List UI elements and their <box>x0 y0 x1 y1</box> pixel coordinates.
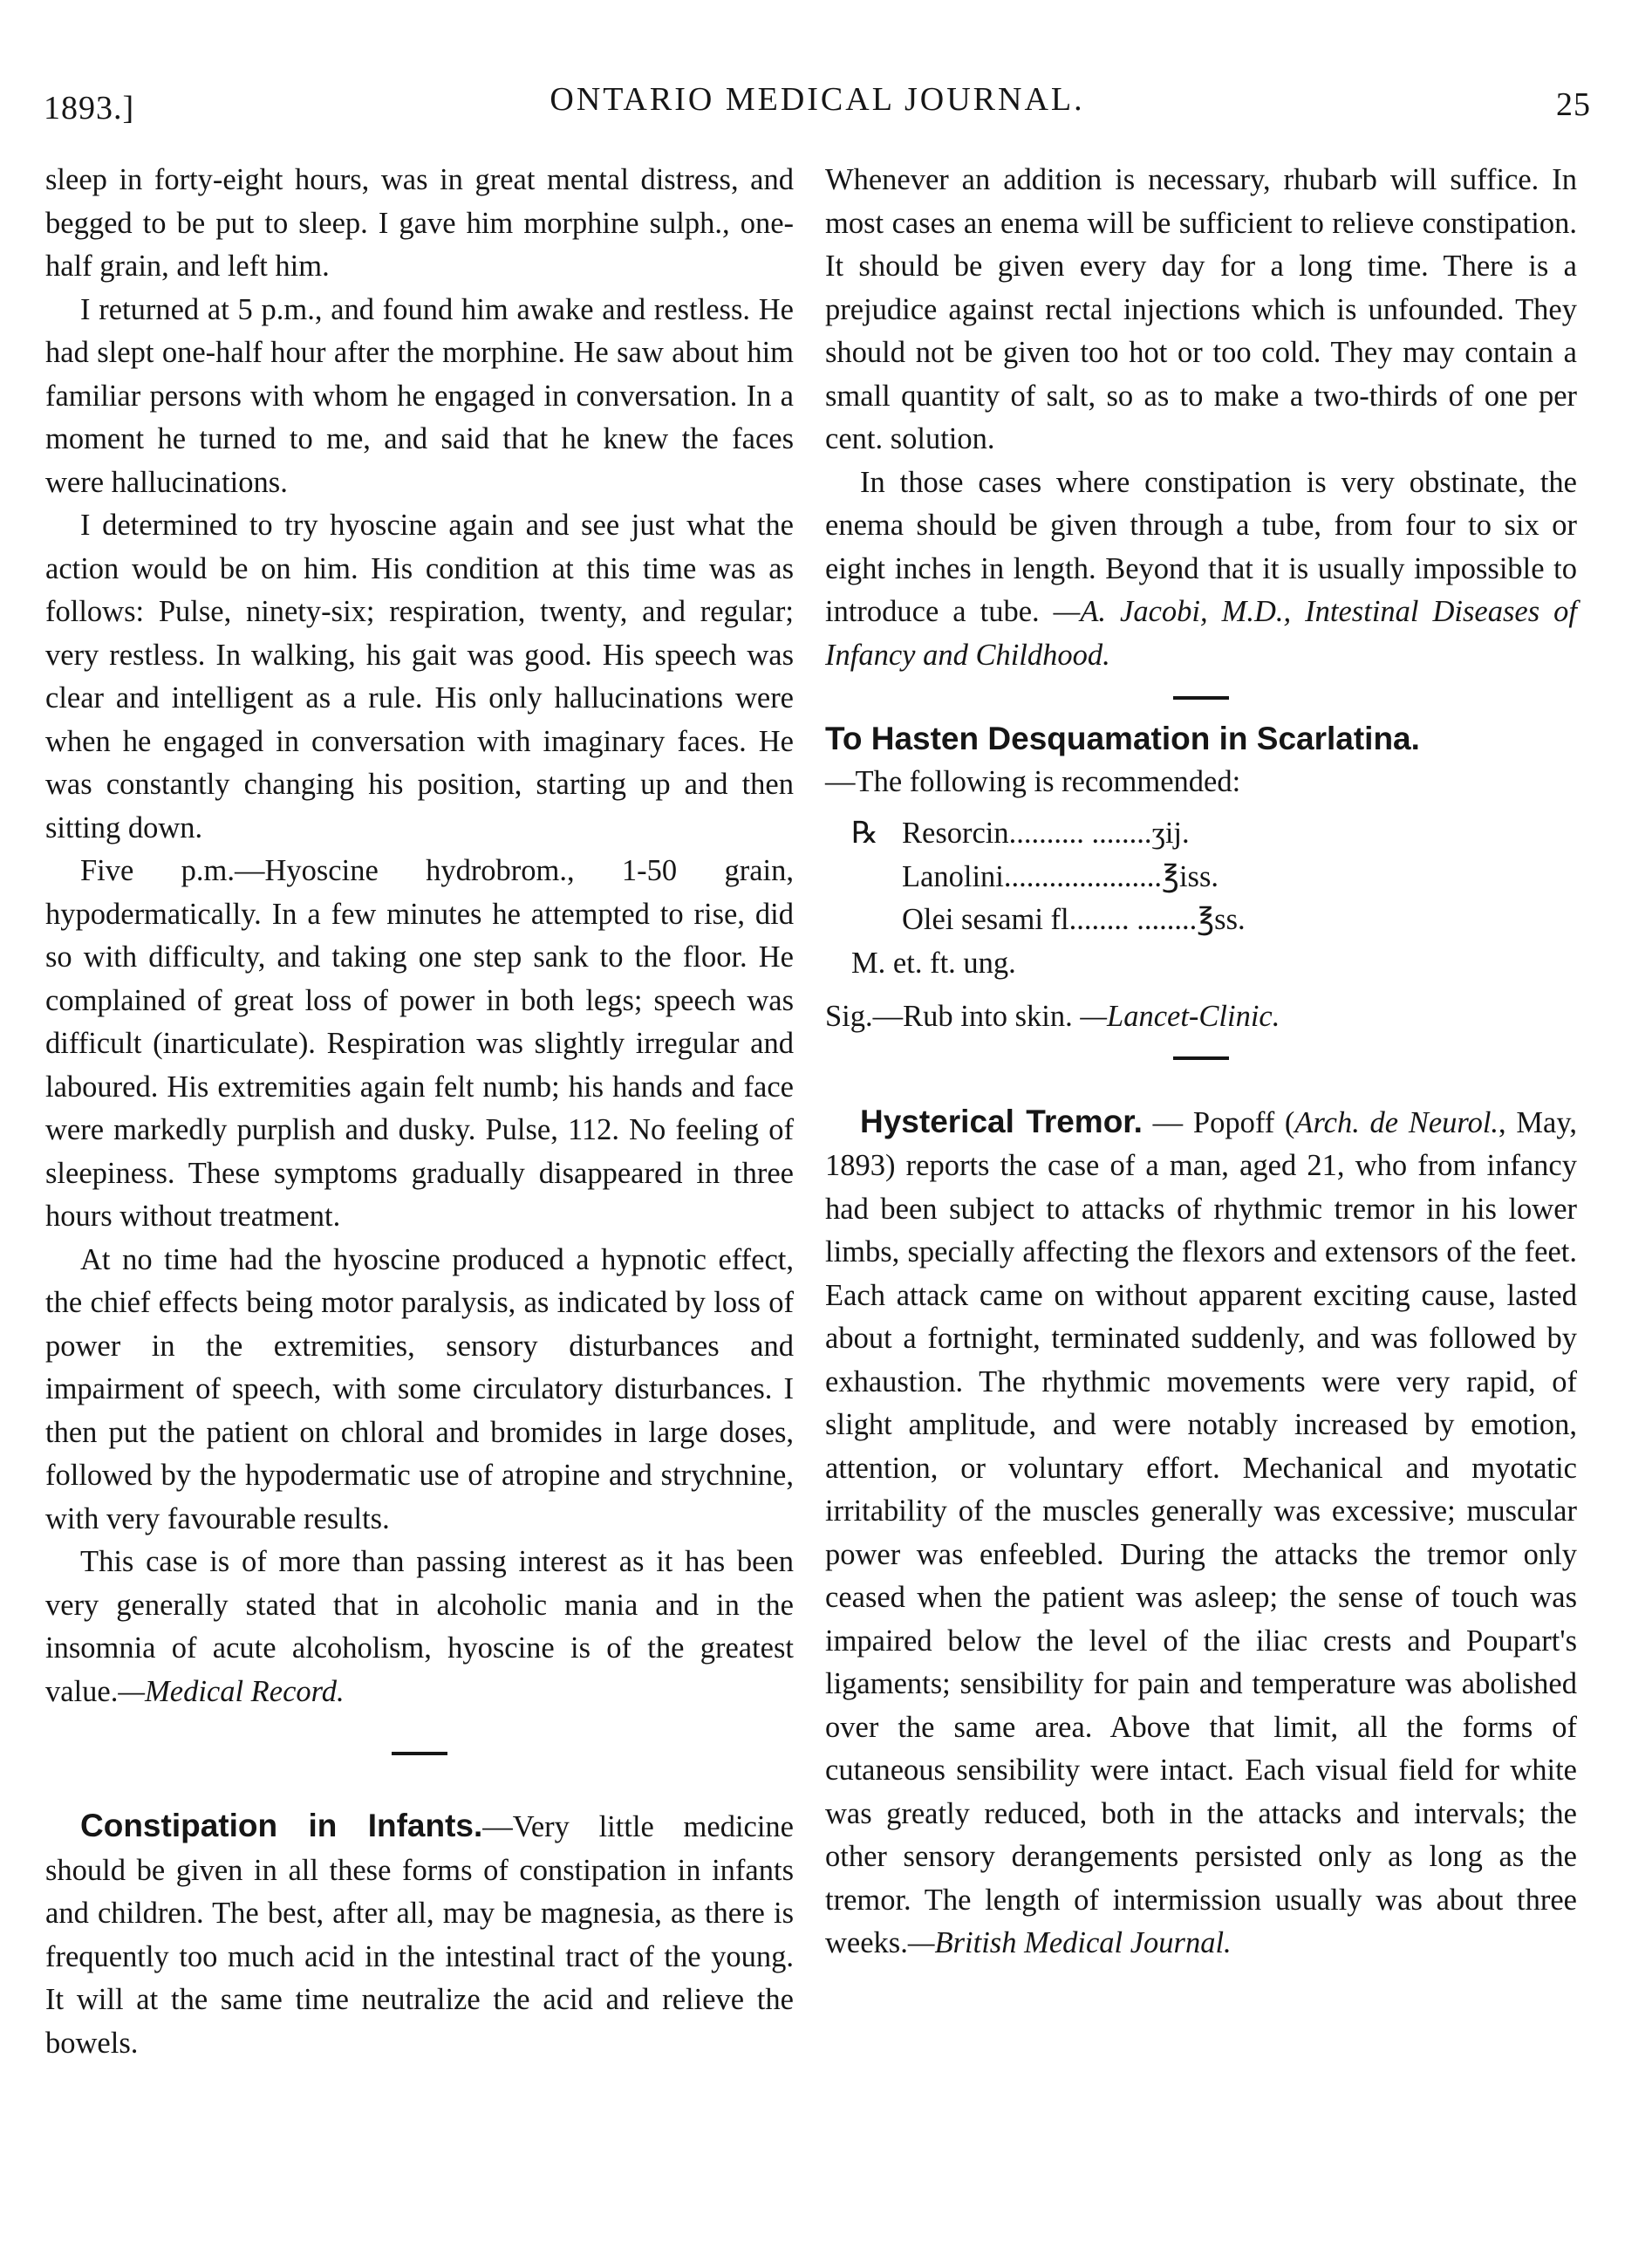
ingredient-quantity: ℥iss. <box>1162 859 1219 893</box>
journal-title: ONTARIO MEDICAL JOURNAL. <box>550 81 1085 118</box>
case-paragraph-6-text: This case is of more than passing interest as it has been very generally stated that in alcoholic mania and in the insomnia of acute alcoholism, hyoscine is of the greatest value. <box>45 1545 794 1708</box>
tremor-heading: Hysterical Tremor. <box>860 1103 1143 1139</box>
left-column <box>45 159 794 2065</box>
leader-dots: .......... ........ <box>1008 817 1152 850</box>
lancet-citation: —Lancet-Clinic. <box>1080 1000 1280 1033</box>
prescription-mixing <box>851 942 1577 986</box>
leader-dots: ..................... <box>1003 859 1163 893</box>
scarlatina-heading: To Hasten Desquamation in Scarlatina. <box>825 721 1420 756</box>
scarlatina-intro: —The following is recommended: <box>825 764 1241 798</box>
ingredient-name: Lanolini <box>902 859 1004 893</box>
header-year: 1893.] <box>44 90 135 126</box>
ingredient-quantity: ℥ss. <box>1197 903 1246 936</box>
recipe-symbol: ℞ <box>851 817 878 850</box>
signa-text: Sig.—Rub into skin. <box>825 1000 1073 1033</box>
medical-record-citation: —Medical Record. <box>118 1674 345 1708</box>
case-paragraph-2: I returned at 5 p.m., and found him awake and restless. He had slept one-half hour after the morphine. He saw about him familiar persons with whom he engaged in conversation. In a moment he turned to me, and said that he knew the faces were hallucinations. <box>45 292 794 499</box>
jacobi-citation: —A. Jacobi, M.D., Intestinal Diseases of Infancy and Childhood. <box>825 595 1578 672</box>
tube-paragraph-text: In those cases where constipation is very obstinate, the enema should be given through a tube, from four to six or eight inches in length. Beyond that it is usually impossible to introduce a tube. <box>825 465 1577 628</box>
ingredient-name: Olei sesami fl <box>902 903 1069 936</box>
bmj-citation: —British Medical Journal. <box>907 1926 1232 1959</box>
enema-paragraph: Whenever an addition is necessary, rhubarb will suffice. In most cases an enema will be sufficient to relieve constipation. It should be given every day for a long time. There is a prejudice against rectal injections which is unfounded. They should not be given too hot or too cold. They may contain a small quantity of salt, so as to make a two-thirds of one per cent. solution. <box>825 163 1577 455</box>
case-paragraph-5: At no time had the hyoscine produced a hypnotic effect, the chief effects being motor paralysis, as indicated by loss of power in the extremities, sensory disturbances and impairment of speech, with some circulatory disturbances. I then put the patient on chloral and bromides in large doses, followed by the hypodermatic use of atropine and strychnine, with very favourable results. <box>45 1242 794 1535</box>
ingredient-quantity: ʒij. <box>1151 817 1190 850</box>
right-column <box>825 159 1577 1966</box>
leader-dots: ........ ........ <box>1068 903 1198 936</box>
page-number: 25 <box>1556 86 1591 123</box>
case-paragraph-3: I determined to try hyoscine again and see just what the action would be on him. His condition at this time was as follows: Pulse, ninety-six; respiration, twenty, and regular; very restless. In walking, his gait was good. His speech was clear and intelligent as a rule. His only hallucinations were when he engaged in conversation with imaginary faces. He was constantly changing his position, starting up and then sitting down. <box>45 509 794 844</box>
signa-line <box>825 995 1577 1039</box>
case-paragraph-1: sleep in forty-eight hours, was in great mental distress, and begged to be put to sleep. I gave him morphine sulph., one-half grain, and left him. <box>45 163 794 283</box>
constipation-text: —Very little medicine should be given in all these forms of constipation in infants and children. The best, after all, may be magnesia, as there is frequently too much acid in the intestinal tract of the young. It will at the same time neutralize the acid and relieve the bowels. <box>45 1810 794 2060</box>
prescription-line <box>851 856 1577 899</box>
prescription <box>851 812 1577 985</box>
constipation-article <box>45 1804 794 2065</box>
mixing-instruction: M. et. ft. ung. <box>851 946 1016 980</box>
constipation-heading: Constipation in Infants. <box>80 1808 483 1843</box>
prescription-line <box>851 899 1577 942</box>
case-paragraph-4: Five p.m.—Hyoscine hydrobrom., 1-50 grain, hypodermatically. In a few minutes he attempted to rise, did so with difficulty, and taking one step sank to the floor. He complained of great loss of power in both legs; speech was difficult (inarticulate). Respiration was slightly irregular and laboured. His extremities again felt numb; his hands and face were markedly purplish and dusky. Pulse, 112. No feeling of sleepiness. These symptoms gradually disappeared in three hours without treatment. <box>45 854 794 1233</box>
prescription-line <box>851 812 1577 856</box>
page-header <box>44 80 1591 133</box>
ingredient-name: Resorcin <box>902 817 1009 850</box>
case-paragraph-6 <box>45 1541 794 1713</box>
neurol-citation: Arch. de Neurol. <box>1294 1105 1499 1139</box>
tremor-text-1: — Popoff ( <box>1142 1105 1295 1139</box>
tube-paragraph <box>825 461 1577 678</box>
tremor-article <box>825 1100 1577 1966</box>
tremor-text-2: , May, 1893) reports the case of a man, aged 21, who from infancy had been subject to attacks of rhythmic tremor in his lower limbs, specially affecting the flexors and extensors of the feet. Each attack came on without apparent exciting cause, lasted about a fortnight, terminated suddenly, and was followed by exhaustion. The rhythmic movements were very rapid, of slight amplitude, and were notably increased by emotion, attention, or voluntary effort. Mechanical and myotatic irritability of the muscles generally was excessive; muscular power was enfeebled. During the attacks the tremor only ceased when the patient was asleep; the sense of touch was impaired below the level of the iliac crests and Poupart's ligaments; sensibility for pain and temperature was abolished over the same area. Above that limit, all the forms of cutaneous sensibility were intact. Each visual field for white was greatly reduced, both in the attacks and intervals; the other sensory derangements persisted only as long as the tremor. The length of intermission usually was about three weeks. <box>825 1105 1578 1959</box>
